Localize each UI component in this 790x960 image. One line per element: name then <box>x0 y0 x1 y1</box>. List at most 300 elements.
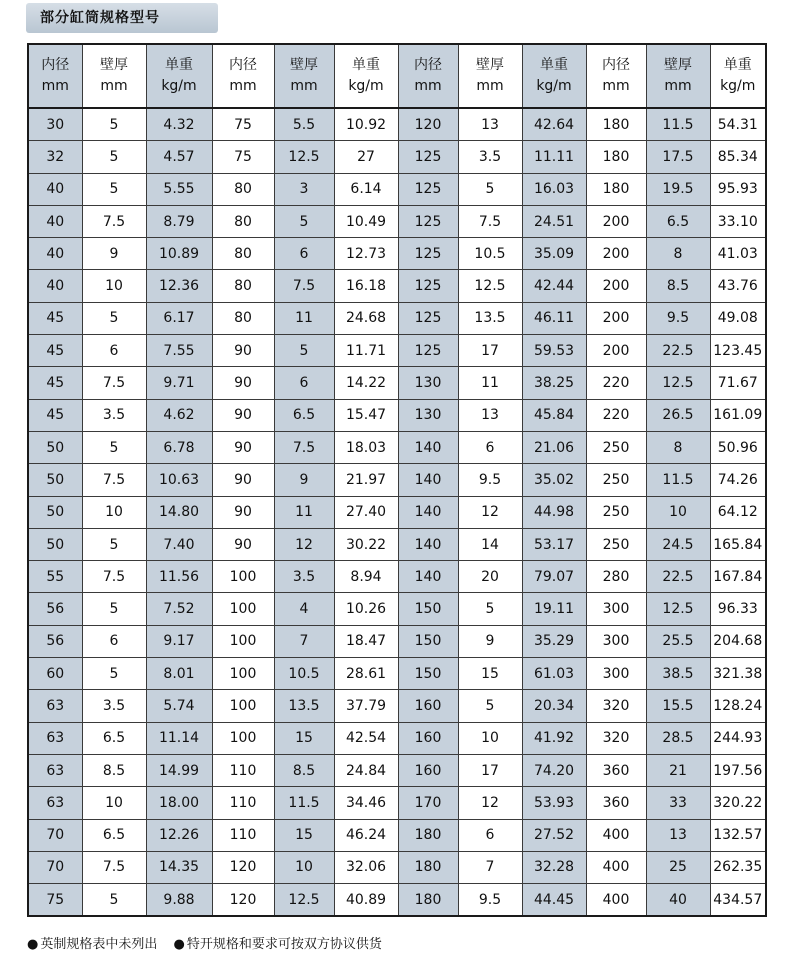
table-cell: 11 <box>274 496 334 528</box>
table-row <box>28 754 766 786</box>
table-cell: 45 <box>28 302 82 334</box>
table-cell: 100 <box>212 593 274 625</box>
table-cell: 100 <box>212 690 274 722</box>
table-cell: 250 <box>586 496 646 528</box>
table-cell: 50 <box>28 431 82 463</box>
table-cell: 12.5 <box>274 141 334 173</box>
table-cell: 38.5 <box>646 658 710 690</box>
table-cell: 5 <box>458 593 522 625</box>
table-cell: 6 <box>274 238 334 270</box>
table-cell: 12 <box>458 496 522 528</box>
table-cell: 125 <box>398 335 458 367</box>
table-cell: 160 <box>398 754 458 786</box>
table-cell: 13 <box>458 399 522 431</box>
table-cell: 33.10 <box>710 205 766 237</box>
table-row <box>28 141 766 173</box>
table-cell: 3.5 <box>274 561 334 593</box>
table-cell: 5 <box>82 173 146 205</box>
table-cell: 10 <box>646 496 710 528</box>
table-cell: 12.73 <box>334 238 398 270</box>
table-cell: 5 <box>82 431 146 463</box>
table-cell: 13.5 <box>274 690 334 722</box>
table-cell: 64.12 <box>710 496 766 528</box>
table-cell: 7 <box>274 625 334 657</box>
table-cell: 128.24 <box>710 690 766 722</box>
table-cell: 24.51 <box>522 205 586 237</box>
table-cell: 25 <box>646 851 710 883</box>
table-cell: 5 <box>82 658 146 690</box>
table-cell: 13 <box>646 819 710 851</box>
table-cell: 6.5 <box>646 205 710 237</box>
table-cell: 400 <box>586 819 646 851</box>
table-cell: 400 <box>586 851 646 883</box>
table-cell: 167.84 <box>710 561 766 593</box>
table-cell: 5 <box>82 884 146 917</box>
table-title: 部分缸筒规格型号 <box>26 3 218 33</box>
table-cell: 140 <box>398 496 458 528</box>
table-cell: 42.44 <box>522 270 586 302</box>
table-row <box>28 367 766 399</box>
table-cell: 130 <box>398 367 458 399</box>
footnote-1 <box>27 935 157 955</box>
table-cell: 11.71 <box>334 335 398 367</box>
table-cell: 20 <box>458 561 522 593</box>
table-cell: 44.98 <box>522 496 586 528</box>
table-cell: 50 <box>28 464 82 496</box>
table-row <box>28 593 766 625</box>
table-cell: 11 <box>458 367 522 399</box>
table-cell: 30.22 <box>334 528 398 560</box>
table-cell: 15 <box>458 658 522 690</box>
table-cell: 165.84 <box>710 528 766 560</box>
table-cell: 24.5 <box>646 528 710 560</box>
table-cell: 8.5 <box>82 754 146 786</box>
table-cell: 85.34 <box>710 141 766 173</box>
table-cell: 14.99 <box>146 754 212 786</box>
table-cell: 90 <box>212 496 274 528</box>
table-cell: 100 <box>212 625 274 657</box>
table-cell: 90 <box>212 399 274 431</box>
column-header <box>274 44 334 108</box>
footnotes <box>27 935 767 955</box>
table-cell: 22.5 <box>646 561 710 593</box>
table-cell: 74.26 <box>710 464 766 496</box>
table-cell: 63 <box>28 754 82 786</box>
column-header <box>646 44 710 108</box>
table-row <box>28 625 766 657</box>
table-cell: 10 <box>458 722 522 754</box>
table-row <box>28 173 766 205</box>
table-cell: 80 <box>212 238 274 270</box>
column-header-unit: kg/m <box>720 78 756 94</box>
table-cell: 5 <box>82 141 146 173</box>
column-header-label: 单重 <box>540 57 568 73</box>
table-row <box>28 851 766 883</box>
table-cell: 56 <box>28 625 82 657</box>
table-cell: 40 <box>28 238 82 270</box>
table-cell: 18.03 <box>334 431 398 463</box>
table-cell: 125 <box>398 302 458 334</box>
table-cell: 17 <box>458 754 522 786</box>
table-cell: 10.89 <box>146 238 212 270</box>
table-cell: 7.5 <box>82 851 146 883</box>
table-cell: 22.5 <box>646 335 710 367</box>
table-cell: 75 <box>28 884 82 917</box>
table-cell: 32.06 <box>334 851 398 883</box>
table-cell: 80 <box>212 173 274 205</box>
table-cell: 9 <box>458 625 522 657</box>
table-cell: 7.40 <box>146 528 212 560</box>
table-cell: 150 <box>398 593 458 625</box>
table-cell: 27.52 <box>522 819 586 851</box>
table-cell: 5.5 <box>274 108 334 141</box>
table-cell: 37.79 <box>334 690 398 722</box>
table-cell: 125 <box>398 173 458 205</box>
table-cell: 32.28 <box>522 851 586 883</box>
table-cell: 300 <box>586 593 646 625</box>
table-cell: 70 <box>28 819 82 851</box>
table-cell: 300 <box>586 658 646 690</box>
table-cell: 10 <box>82 270 146 302</box>
table-cell: 12.5 <box>458 270 522 302</box>
table-cell: 125 <box>398 238 458 270</box>
table-row <box>28 335 766 367</box>
table-cell: 35.09 <box>522 238 586 270</box>
table-cell: 11.5 <box>646 108 710 141</box>
table-cell: 8 <box>646 431 710 463</box>
table-cell: 110 <box>212 787 274 819</box>
table-cell: 40.89 <box>334 884 398 917</box>
table-cell: 5 <box>82 302 146 334</box>
table-cell: 4.32 <box>146 108 212 141</box>
table-cell: 50 <box>28 496 82 528</box>
table-cell: 16.03 <box>522 173 586 205</box>
table-cell: 12 <box>274 528 334 560</box>
table-cell: 13.5 <box>458 302 522 334</box>
table-cell: 320 <box>586 690 646 722</box>
table-cell: 34.46 <box>334 787 398 819</box>
table-cell: 71.67 <box>710 367 766 399</box>
table-cell: 6.78 <box>146 431 212 463</box>
table-cell: 125 <box>398 141 458 173</box>
table-row <box>28 464 766 496</box>
table-cell: 56 <box>28 593 82 625</box>
table-cell: 15.5 <box>646 690 710 722</box>
table-cell: 5 <box>274 335 334 367</box>
table-cell: 17.5 <box>646 141 710 173</box>
column-header-label: 壁厚 <box>476 57 504 73</box>
table-cell: 7.55 <box>146 335 212 367</box>
table-cell: 55 <box>28 561 82 593</box>
table-row <box>28 238 766 270</box>
table-cell: 150 <box>398 625 458 657</box>
column-header-label: 内径 <box>414 57 442 73</box>
column-header-label: 内径 <box>41 57 70 73</box>
table-cell: 74.20 <box>522 754 586 786</box>
table-cell: 9.88 <box>146 884 212 917</box>
table-cell: 204.68 <box>710 625 766 657</box>
table-cell: 8.5 <box>274 754 334 786</box>
table-row <box>28 658 766 690</box>
table-cell: 180 <box>398 851 458 883</box>
table-row <box>28 496 766 528</box>
column-header <box>146 44 212 108</box>
table-cell: 40 <box>646 884 710 917</box>
table-cell: 7.5 <box>458 205 522 237</box>
column-header-unit: mm <box>664 78 692 94</box>
table-cell: 220 <box>586 367 646 399</box>
table-cell: 9.17 <box>146 625 212 657</box>
table-cell: 200 <box>586 302 646 334</box>
table-cell: 3.5 <box>82 690 146 722</box>
table-cell: 11.5 <box>646 464 710 496</box>
table-cell: 100 <box>212 561 274 593</box>
table-cell: 90 <box>212 431 274 463</box>
table-cell: 45 <box>28 367 82 399</box>
table-cell: 5.55 <box>146 173 212 205</box>
column-header-label: 壁厚 <box>290 57 318 73</box>
table-cell: 90 <box>212 528 274 560</box>
column-header-unit: mm <box>290 78 318 94</box>
table-cell: 7.5 <box>274 270 334 302</box>
table-cell: 360 <box>586 754 646 786</box>
table-cell: 132.57 <box>710 819 766 851</box>
table-cell: 140 <box>398 464 458 496</box>
table-cell: 8.79 <box>146 205 212 237</box>
table-cell: 200 <box>586 238 646 270</box>
column-header <box>458 44 522 108</box>
bullet-icon: ● <box>173 937 185 952</box>
table-cell: 180 <box>586 141 646 173</box>
table-cell: 75 <box>212 141 274 173</box>
table-cell: 10.26 <box>334 593 398 625</box>
table-cell: 7.5 <box>274 431 334 463</box>
table-cell: 9 <box>82 238 146 270</box>
table-cell: 6.5 <box>82 819 146 851</box>
table-cell: 90 <box>212 367 274 399</box>
table-cell: 18.00 <box>146 787 212 819</box>
table-cell: 79.07 <box>522 561 586 593</box>
table-cell: 96.33 <box>710 593 766 625</box>
table-cell: 100 <box>212 658 274 690</box>
column-header <box>334 44 398 108</box>
table-cell: 200 <box>586 205 646 237</box>
table-cell: 28.5 <box>646 722 710 754</box>
table-cell: 46.24 <box>334 819 398 851</box>
table-body <box>28 108 766 916</box>
table-cell: 21 <box>646 754 710 786</box>
column-header-unit: kg/m <box>348 78 384 94</box>
table-cell: 4.57 <box>146 141 212 173</box>
table-cell: 244.93 <box>710 722 766 754</box>
table-cell: 125 <box>398 205 458 237</box>
table-cell: 400 <box>586 884 646 917</box>
table-row <box>28 561 766 593</box>
column-header-unit: mm <box>476 78 504 94</box>
table-cell: 90 <box>212 335 274 367</box>
table-cell: 53.17 <box>522 528 586 560</box>
table-row <box>28 205 766 237</box>
table-cell: 250 <box>586 528 646 560</box>
table-cell: 15 <box>274 722 334 754</box>
table-cell: 120 <box>398 108 458 141</box>
table-cell: 180 <box>586 173 646 205</box>
table-row <box>28 302 766 334</box>
table-cell: 41.03 <box>710 238 766 270</box>
table-cell: 12.5 <box>646 593 710 625</box>
table-cell: 4 <box>274 593 334 625</box>
table-cell: 13 <box>458 108 522 141</box>
column-header-unit: mm <box>41 78 69 94</box>
table-cell: 320 <box>586 722 646 754</box>
table-cell: 140 <box>398 431 458 463</box>
table-cell: 280 <box>586 561 646 593</box>
table-cell: 110 <box>212 754 274 786</box>
table-cell: 6 <box>274 367 334 399</box>
table-cell: 50 <box>28 528 82 560</box>
table-cell: 60 <box>28 658 82 690</box>
table-cell: 180 <box>398 819 458 851</box>
table-cell: 120 <box>212 851 274 883</box>
table-cell: 25.5 <box>646 625 710 657</box>
table-cell: 10.92 <box>334 108 398 141</box>
table-cell: 80 <box>212 302 274 334</box>
table-cell: 21.97 <box>334 464 398 496</box>
table-row <box>28 270 766 302</box>
table-cell: 5 <box>82 593 146 625</box>
table-cell: 18.47 <box>334 625 398 657</box>
table-cell: 63 <box>28 787 82 819</box>
table-cell: 161.09 <box>710 399 766 431</box>
table-row <box>28 528 766 560</box>
table-cell: 28.61 <box>334 658 398 690</box>
table-cell: 5 <box>82 528 146 560</box>
table-cell: 45 <box>28 399 82 431</box>
table-cell: 35.02 <box>522 464 586 496</box>
column-header-unit: kg/m <box>161 78 197 94</box>
table-cell: 11.11 <box>522 141 586 173</box>
table-cell: 61.03 <box>522 658 586 690</box>
table-cell: 11.5 <box>274 787 334 819</box>
table-cell: 12.5 <box>646 367 710 399</box>
table-cell: 7.5 <box>82 464 146 496</box>
column-header <box>586 44 646 108</box>
table-cell: 33 <box>646 787 710 819</box>
table-cell: 10 <box>82 787 146 819</box>
table-cell: 24.68 <box>334 302 398 334</box>
table-cell: 6.17 <box>146 302 212 334</box>
table-cell: 8.94 <box>334 561 398 593</box>
table-cell: 59.53 <box>522 335 586 367</box>
table-cell: 160 <box>398 690 458 722</box>
table-cell: 15 <box>274 819 334 851</box>
table-cell: 123.45 <box>710 335 766 367</box>
table-cell: 110 <box>212 819 274 851</box>
table-cell: 46.11 <box>522 302 586 334</box>
table-cell: 80 <box>212 270 274 302</box>
column-header-unit: mm <box>414 78 442 94</box>
table-row <box>28 108 766 141</box>
table-cell: 7.5 <box>82 367 146 399</box>
column-header-label: 壁厚 <box>100 57 128 73</box>
table-row <box>28 819 766 851</box>
table-cell: 320.22 <box>710 787 766 819</box>
table-cell: 130 <box>398 399 458 431</box>
table-cell: 14.80 <box>146 496 212 528</box>
table-cell: 10 <box>82 496 146 528</box>
table-row <box>28 399 766 431</box>
table-cell: 63 <box>28 722 82 754</box>
bullet-icon: ● <box>27 937 39 952</box>
table-cell: 8 <box>646 238 710 270</box>
table-cell: 14 <box>458 528 522 560</box>
table-cell: 5 <box>82 108 146 141</box>
table-cell: 9.5 <box>458 884 522 917</box>
table-cell: 20.34 <box>522 690 586 722</box>
table-cell: 40 <box>28 270 82 302</box>
table-cell: 9 <box>274 464 334 496</box>
table-cell: 125 <box>398 270 458 302</box>
column-header <box>82 44 146 108</box>
column-header <box>398 44 458 108</box>
header-row <box>28 44 766 108</box>
table-cell: 200 <box>586 270 646 302</box>
table-cell: 9.5 <box>458 464 522 496</box>
table-cell: 19.11 <box>522 593 586 625</box>
table-cell: 100 <box>212 722 274 754</box>
table-cell: 6.14 <box>334 173 398 205</box>
column-header <box>710 44 766 108</box>
table-cell: 7.5 <box>82 561 146 593</box>
table-cell: 45 <box>28 335 82 367</box>
table-cell: 15.47 <box>334 399 398 431</box>
column-header <box>28 44 82 108</box>
table-cell: 42.54 <box>334 722 398 754</box>
table-cell: 90 <box>212 464 274 496</box>
table-row <box>28 787 766 819</box>
table-cell: 12.5 <box>274 884 334 917</box>
table-cell: 10.5 <box>274 658 334 690</box>
table-cell: 14.22 <box>334 367 398 399</box>
column-header-unit: mm <box>229 78 257 94</box>
table-cell: 3.5 <box>82 399 146 431</box>
column-header-label: 内径 <box>229 57 257 73</box>
table-cell: 95.93 <box>710 173 766 205</box>
table-cell: 42.64 <box>522 108 586 141</box>
table-cell: 41.92 <box>522 722 586 754</box>
table-cell: 19.5 <box>646 173 710 205</box>
table-cell: 8.5 <box>646 270 710 302</box>
table-cell: 170 <box>398 787 458 819</box>
table-cell: 5 <box>274 205 334 237</box>
table-cell: 197.56 <box>710 754 766 786</box>
table-cell: 5 <box>458 173 522 205</box>
table-cell: 6 <box>82 625 146 657</box>
table-cell: 43.76 <box>710 270 766 302</box>
table-cell: 120 <box>212 884 274 917</box>
table-cell: 7 <box>458 851 522 883</box>
spec-table <box>27 43 767 917</box>
table-cell: 9.71 <box>146 367 212 399</box>
column-header-label: 单重 <box>352 57 380 73</box>
table-cell: 12.36 <box>146 270 212 302</box>
table-cell: 16.18 <box>334 270 398 302</box>
table-cell: 12.26 <box>146 819 212 851</box>
table-cell: 63 <box>28 690 82 722</box>
table-cell: 26.5 <box>646 399 710 431</box>
table-cell: 140 <box>398 561 458 593</box>
table-cell: 10 <box>274 851 334 883</box>
